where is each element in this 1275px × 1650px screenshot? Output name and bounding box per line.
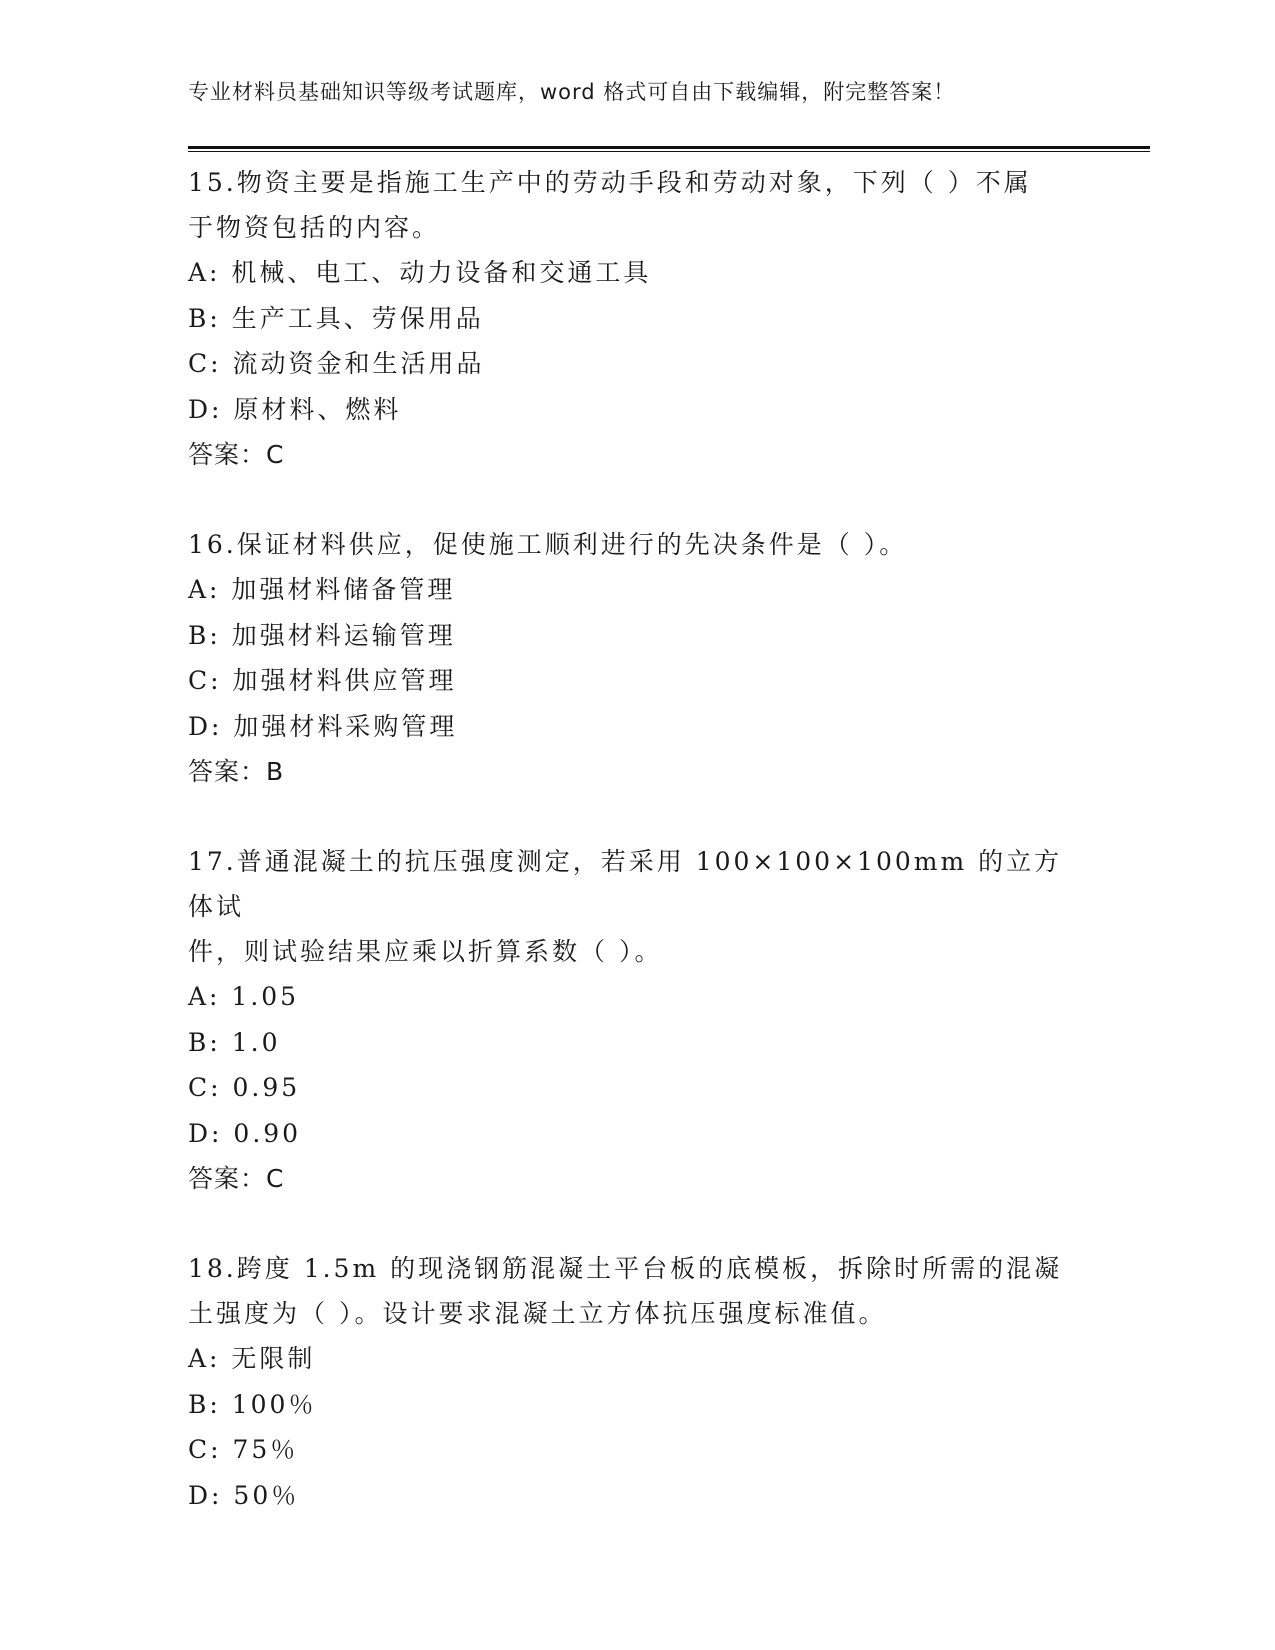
question-list [188, 160, 1088, 1518]
question-stem-line: 18.跨度 1.5m 的现浇钢筋混凝土平台板的底模板，拆除时所需的混凝 [188, 1254, 1063, 1283]
question-17 [188, 839, 1088, 1201]
option-d: D: 0.90 [188, 1118, 302, 1148]
option-a: A: 无限制 [188, 1344, 316, 1373]
question-stem-line: 17.普通混凝土的抗压强度测定，若采用 100×100×100mm 的立方体试 [188, 847, 1063, 921]
option-b: B: 生产工具、劳保用品 [188, 303, 484, 333]
option-c: C: 加强材料供应管理 [188, 666, 457, 695]
question-stem-line: 15.物资主要是指施工生产中的劳动手段和劳动对象，下列（ ）不属 [188, 168, 1032, 197]
question-stem-line: 16.保证材料供应，促使施工顺利进行的先决条件是（ ）。 [188, 530, 908, 559]
option-d: D: 加强材料采购管理 [188, 711, 458, 741]
question-spacer [188, 477, 1088, 522]
option-b: B: 加强材料运输管理 [188, 620, 456, 650]
question-spacer [188, 1201, 1088, 1246]
option-a: A: 机械、电工、动力设备和交通工具 [188, 258, 652, 287]
question-stem-line: 土强度为（ ）。设计要求混凝土立方体抗压强度标准值。 [188, 1299, 887, 1328]
header-rule-thin [188, 151, 1150, 152]
page-header: 专业材料员基础知识等级考试题库，word 格式可自由下载编辑，附完整答案！ [188, 80, 956, 104]
option-d: D: 原材料、燃料 [188, 394, 402, 424]
question-18 [188, 1246, 1088, 1518]
answer-label: 答案：C [188, 1164, 285, 1193]
question-16 [188, 522, 1088, 794]
header-rule-thick [188, 146, 1150, 149]
option-d: D: 50％ [188, 1480, 300, 1510]
answer-label: 答案：B [188, 757, 285, 786]
option-b: B: 100％ [188, 1389, 317, 1419]
option-a: A: 加强材料储备管理 [188, 575, 456, 604]
answer-label: 答案：C [188, 440, 285, 469]
question-stem-line: 于物资包括的内容。 [188, 213, 441, 242]
question-spacer [188, 794, 1088, 839]
option-c: C: 75％ [188, 1435, 299, 1464]
question-15 [188, 160, 1088, 477]
option-c: C: 流动资金和生活用品 [188, 349, 485, 378]
option-b: B: 1.0 [188, 1027, 281, 1057]
option-a: A: 1.05 [188, 982, 300, 1011]
option-c: C: 0.95 [188, 1073, 301, 1102]
question-stem-line: 件，则试验结果应乘以折算系数（ ）。 [188, 937, 663, 966]
